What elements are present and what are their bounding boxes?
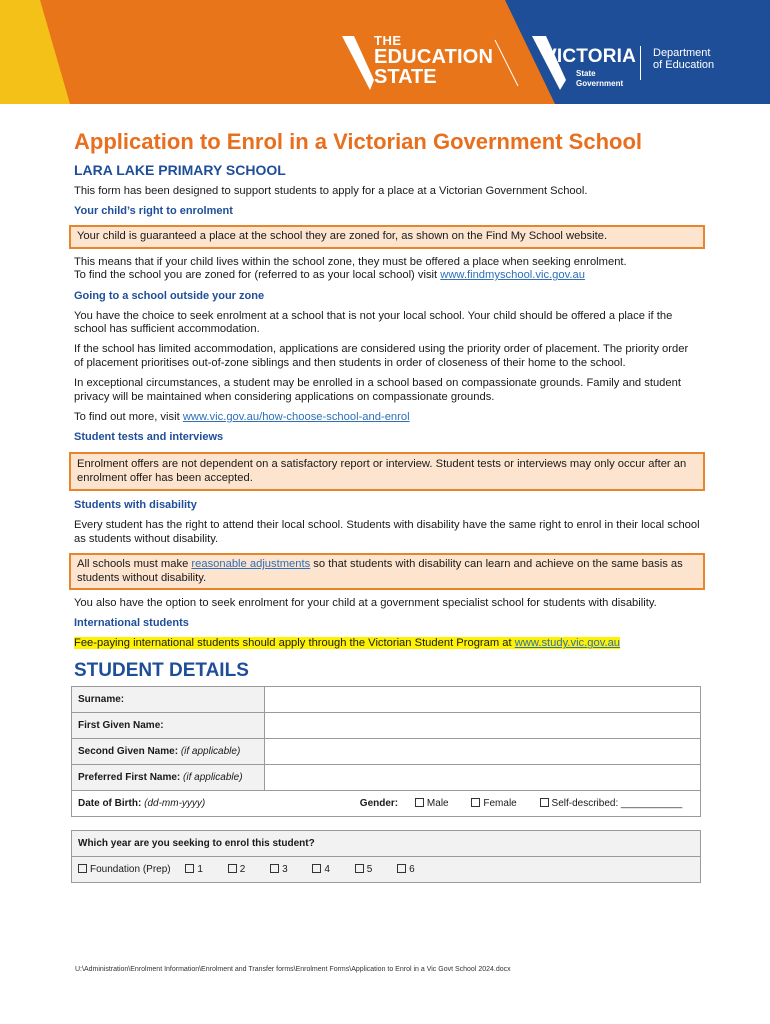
preferred-name-label bbox=[72, 764, 265, 790]
outside-text-1: You have the choice to seek enrolment at a school that is not your local school. Your child should be offered a place if the school has sufficient accommodation. bbox=[74, 309, 673, 336]
victoria-logo bbox=[532, 46, 636, 88]
year-3-label: 3 bbox=[282, 863, 288, 875]
row-second-name bbox=[72, 738, 701, 764]
row-first-name bbox=[72, 712, 701, 738]
year-option-5[interactable] bbox=[355, 864, 373, 875]
row-year-options bbox=[72, 856, 701, 882]
year-option-4[interactable] bbox=[312, 864, 330, 875]
notice-box-zoned: Your child is guaranteed a place at the school they are zoned for, as shown on the Find My School website. bbox=[69, 225, 705, 248]
intro-text: This form has been designed to support students to apply for a place at a Victorian Government School. bbox=[74, 185, 588, 197]
gender-self-option[interactable] bbox=[540, 798, 683, 809]
year-level-table bbox=[71, 830, 701, 883]
disability-text-2: You also have the option to seek enrolment for your child at a government specialist school for students with disability. bbox=[74, 596, 657, 609]
gender-male-option[interactable] bbox=[415, 798, 449, 809]
heading-international: International students bbox=[74, 617, 189, 630]
preferred-name-label-text: Preferred First Name: bbox=[78, 771, 181, 783]
international-text-pre: Fee-paying international students should apply through the Victorian Student Program at bbox=[74, 637, 515, 650]
logo-divider bbox=[640, 46, 641, 80]
dob-note: (dd-mm-yyyy) bbox=[144, 797, 206, 809]
year-4-label: 4 bbox=[324, 863, 330, 875]
year-1-label: 1 bbox=[197, 863, 203, 875]
year-6-label: 6 bbox=[409, 863, 415, 875]
second-name-label bbox=[72, 738, 265, 764]
year-1-checkbox[interactable] bbox=[185, 864, 194, 873]
row-year-question bbox=[72, 830, 701, 856]
logo-state-text: STATE bbox=[374, 66, 437, 88]
row-dob-gender bbox=[72, 790, 701, 816]
female-label: Female bbox=[483, 797, 517, 809]
year-option-1[interactable] bbox=[185, 864, 203, 875]
adjustments-post: so that students with disability can learn and achieve on the same basis as students without disability. bbox=[77, 558, 683, 584]
findmyschool-link[interactable]: www.findmyschool.vic.gov.au bbox=[440, 269, 585, 282]
heading-tests-interviews: Student tests and interviews bbox=[74, 431, 224, 444]
year-option-2[interactable] bbox=[228, 864, 246, 875]
dob-label: Date of Birth: bbox=[78, 797, 142, 809]
header-banner bbox=[0, 0, 770, 104]
male-label: Male bbox=[426, 797, 449, 809]
second-name-label-text: Second Given Name: bbox=[78, 745, 179, 757]
year-4-checkbox[interactable] bbox=[312, 864, 321, 873]
heading-outside-zone: Going to a school outside your zone bbox=[74, 289, 265, 302]
preferred-name-field[interactable] bbox=[265, 764, 701, 790]
prep-checkbox[interactable] bbox=[78, 864, 87, 873]
logo-state-gov-1: State bbox=[576, 69, 596, 78]
notice-box-tests: Enrolment offers are not dependent on a satisfactory report or interview. Student tests or interviews may only occur after an enrolment offer has been accepted. bbox=[69, 452, 705, 491]
outside-text-4 bbox=[74, 411, 700, 424]
surname-field[interactable] bbox=[265, 686, 701, 712]
year-6-checkbox[interactable] bbox=[397, 864, 406, 873]
dept-line-1: Department bbox=[653, 47, 711, 59]
logo-the-text: THE bbox=[374, 33, 402, 48]
outside-text-3: In exceptional circumstances, a student may be enrolled in a school based on compassionate grounds. Family and student privacy will be maintained when considering applications on compassionate grounds. bbox=[74, 377, 681, 403]
logo-victoria-text: VICTORIA bbox=[544, 46, 637, 67]
how-choose-school-link[interactable]: www.vic.gov.au/how-choose-school-and-enrol bbox=[182, 411, 410, 424]
year-5-checkbox[interactable] bbox=[355, 864, 364, 873]
second-name-field[interactable] bbox=[265, 738, 701, 764]
year-option-6[interactable] bbox=[397, 864, 415, 875]
heading-disability: Students with disability bbox=[74, 499, 197, 512]
footer-file-path: U:\Administration\Enrolment Information\Enrolment and Transfer forms\Enrolment Forms\Application to Enrol in a Vic Govt School 2024.docx bbox=[75, 966, 511, 973]
education-state-logo bbox=[344, 34, 493, 87]
study-vic-link[interactable]: www.study.vic.gov.au bbox=[514, 637, 621, 650]
notice-box-adjustments bbox=[69, 553, 705, 590]
year-3-checkbox[interactable] bbox=[270, 864, 279, 873]
female-checkbox[interactable] bbox=[471, 798, 480, 807]
page-title: Application to Enrol in a Victorian Government School bbox=[74, 129, 642, 154]
school-name: LARA LAKE PRIMARY SCHOOL bbox=[74, 162, 286, 178]
zone-text-2: To find the school you are zoned for (referred to as your local school) visit bbox=[74, 269, 441, 282]
year-options bbox=[72, 856, 701, 882]
form-content bbox=[74, 128, 700, 883]
zone-text-1: This means that if your child lives within the school zone, they must be offered a place when seeking enrolment. bbox=[74, 255, 627, 268]
row-surname bbox=[72, 686, 701, 712]
year-option-prep[interactable] bbox=[78, 864, 171, 875]
self-described-label: Self-described: ___________ bbox=[551, 797, 683, 809]
student-details-table bbox=[71, 686, 701, 817]
preferred-name-note: (if applicable) bbox=[183, 771, 243, 783]
surname-label: Surname: bbox=[72, 686, 265, 712]
reasonable-adjustments-link[interactable]: reasonable adjustments bbox=[191, 558, 311, 571]
self-described-checkbox[interactable] bbox=[540, 798, 549, 807]
international-text bbox=[74, 637, 700, 650]
year-question: Which year are you seeking to enrol this student? bbox=[72, 830, 701, 856]
gender-female-option[interactable] bbox=[471, 798, 516, 809]
outside-text-2: If the school has limited accommodation, applications are considered using the priority order of placement. The priority order of placement prioritises out-of-zone siblings and then students in order of closeness of their home to the school. bbox=[74, 343, 689, 369]
adjustments-pre: All schools must make bbox=[77, 558, 192, 571]
international-highlight bbox=[74, 637, 620, 649]
disability-text-1: Every student has the right to attend their local school. Students with disability have the same right to enrol in their local school as students without disability. bbox=[74, 519, 700, 545]
year-2-label: 2 bbox=[239, 863, 246, 875]
dob-gender-cell bbox=[72, 790, 701, 816]
outside-text-4-pre: To find out more, visit bbox=[74, 411, 183, 424]
heading-right-to-enrolment: Your child’s right to enrolment bbox=[74, 205, 233, 218]
year-5-label: 5 bbox=[366, 863, 373, 875]
student-details-heading: STUDENT DETAILS bbox=[74, 659, 249, 681]
department-logo bbox=[653, 47, 714, 71]
first-name-field[interactable] bbox=[265, 712, 701, 738]
zone-text bbox=[74, 256, 700, 283]
prep-label: Foundation (Prep) bbox=[90, 863, 171, 875]
first-name-label: First Given Name: bbox=[72, 712, 265, 738]
male-checkbox[interactable] bbox=[415, 798, 424, 807]
year-2-checkbox[interactable] bbox=[228, 864, 237, 873]
dept-line-2: of Education bbox=[653, 59, 715, 71]
gender-label: Gender: bbox=[359, 797, 399, 809]
year-option-3[interactable] bbox=[270, 864, 288, 875]
logo-state-gov-2: Government bbox=[576, 79, 624, 88]
logo-education-text: EDUCATION bbox=[374, 46, 494, 68]
row-preferred-name bbox=[72, 764, 701, 790]
second-name-note: (if applicable) bbox=[180, 745, 241, 757]
